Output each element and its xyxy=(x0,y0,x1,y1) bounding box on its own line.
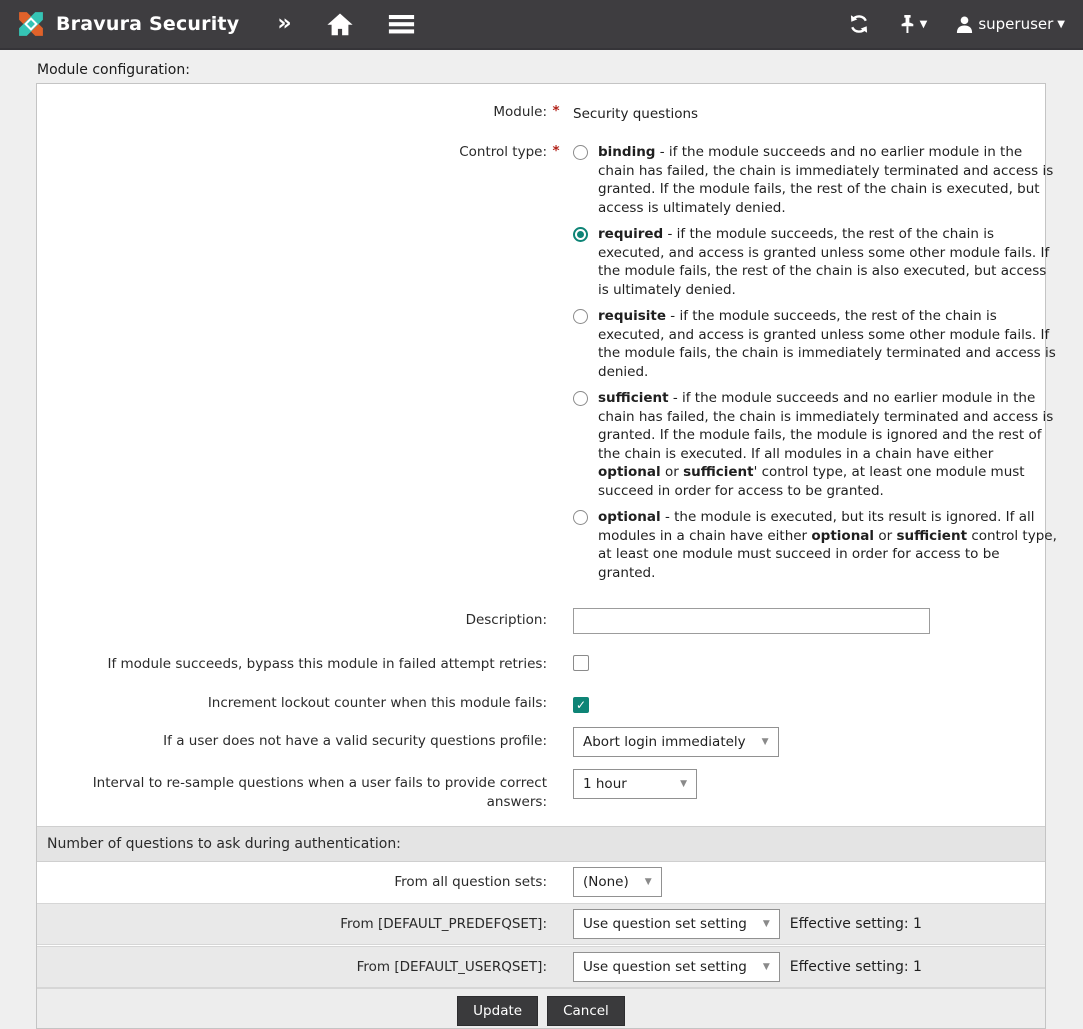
control-type-option-requisite[interactable] xyxy=(573,307,1060,381)
radio-icon[interactable] xyxy=(573,145,588,160)
radio-icon[interactable] xyxy=(573,391,588,406)
chevron-down-icon: ▼ xyxy=(762,919,770,929)
chevron-down-icon: ▼ xyxy=(919,18,928,30)
page-title: Module configuration: xyxy=(37,62,190,78)
chevron-down-icon: ▼ xyxy=(644,877,652,887)
question-count-select[interactable] xyxy=(573,867,662,897)
lockout-checkbox[interactable]: ✓ xyxy=(573,697,589,713)
cancel-button[interactable]: Cancel xyxy=(547,996,625,1026)
question-row xyxy=(37,903,1045,945)
update-button[interactable]: Update xyxy=(457,996,538,1026)
control-type-option-text: sufficient - if the module succeeds and no earlier module in the chain has failed, the chain is immediately terminated and access is granted. If the module fails, the module is ignored and the rest of the chain is executed. If all modules in a chain have either optional or sufficient' control type, at least one module must succeed in order for access to be granted. xyxy=(598,390,1054,499)
module-value: Security questions xyxy=(573,106,699,122)
control-type-options xyxy=(573,138,1060,590)
effective-setting-text: Effective setting: 1 xyxy=(789,916,922,932)
expand-chevron-icon[interactable]: » xyxy=(277,11,292,36)
description-label: Description: xyxy=(465,612,547,628)
description-input[interactable] xyxy=(573,608,930,634)
question-count-select-value: Use question set setting xyxy=(583,916,747,932)
pin-menu[interactable] xyxy=(898,14,928,34)
profile-row xyxy=(37,727,1045,757)
radio-icon[interactable] xyxy=(573,510,588,525)
menu-icon[interactable] xyxy=(388,13,415,35)
user-icon xyxy=(955,15,974,34)
profile-label: If a user does not have a valid security questions profile: xyxy=(163,733,547,749)
bravura-logo-icon xyxy=(14,7,48,41)
user-menu[interactable] xyxy=(955,15,1065,34)
question-count-select[interactable] xyxy=(573,952,780,982)
module-configuration-panel xyxy=(36,83,1057,1029)
profile-select-value: Abort login immediately xyxy=(583,734,746,750)
refresh-icon[interactable] xyxy=(848,13,870,35)
bypass-label: If module succeeds, bypass this module in failed attempt retries: xyxy=(107,656,547,672)
control-type-option-binding[interactable] xyxy=(573,143,1060,217)
questions-section-header: Number of questions to ask during authentication: xyxy=(37,826,1045,862)
home-icon[interactable] xyxy=(326,11,354,37)
resample-label: Interval to re-sample questions when a user fails to provide correct answers: xyxy=(92,775,547,810)
required-asterisk: * xyxy=(552,103,560,119)
resample-select[interactable] xyxy=(573,769,697,799)
control-type-option-text: required - if the module succeeds, the rest of the chain is executed, and access is granted unless some other module fails. If the module fails, the rest of the chain is also executed, but access is ultimately denied. xyxy=(598,226,1050,298)
bypass-row xyxy=(37,650,1045,675)
control-type-option-text: binding - if the module succeeds and no earlier module in the chain has failed, the chain is immediately terminated and access is granted. If the module fails, the rest of the chain is executed, but access is ultimately denied. xyxy=(598,144,1054,216)
required-asterisk: * xyxy=(552,143,560,159)
question-row xyxy=(37,862,1045,902)
radio-selected-icon[interactable] xyxy=(573,227,588,242)
chevron-down-icon: ▼ xyxy=(761,737,769,747)
top-bar xyxy=(0,0,1083,50)
question-row xyxy=(37,946,1045,988)
question-count-select[interactable] xyxy=(573,909,780,939)
control-type-label: Control type: xyxy=(459,144,547,160)
control-type-option-text: requisite - if the module succeeds, the rest of the chain is executed, and access is granted unless some other module fails. If the module fails, the chain is immediately terminated and access is denied. xyxy=(598,308,1056,380)
question-row-label: From [DEFAULT_USERQSET]: xyxy=(356,959,547,975)
bypass-checkbox[interactable] xyxy=(573,655,589,671)
control-type-option-optional[interactable] xyxy=(573,508,1060,582)
chevron-down-icon: ▼ xyxy=(1057,18,1065,30)
resample-row xyxy=(37,769,1045,812)
lockout-label: Increment lockout counter when this module fails: xyxy=(207,695,547,711)
question-row-label: From all question sets: xyxy=(394,874,547,890)
radio-icon[interactable] xyxy=(573,309,588,324)
description-row xyxy=(37,606,1045,634)
profile-select[interactable] xyxy=(573,727,779,757)
top-bar-actions xyxy=(848,13,1065,35)
module-form xyxy=(37,84,1057,826)
pin-icon xyxy=(898,14,916,34)
module-row xyxy=(37,98,1045,122)
module-label: Module: xyxy=(493,104,547,120)
question-rows xyxy=(37,862,1045,988)
question-count-select-value: Use question set setting xyxy=(583,959,747,975)
control-type-option-sufficient[interactable] xyxy=(573,389,1060,500)
question-count-select-value: (None) xyxy=(583,874,629,890)
form-actions xyxy=(37,988,1045,1028)
effective-setting-text: Effective setting: 1 xyxy=(789,959,922,975)
control-type-option-required[interactable] xyxy=(573,225,1060,299)
brand-name: Bravura Security xyxy=(56,13,240,35)
page-content xyxy=(0,50,1083,1029)
question-row-label: From [DEFAULT_PREDEFQSET]: xyxy=(340,916,547,932)
chevron-down-icon: ▼ xyxy=(762,962,770,972)
resample-select-value: 1 hour xyxy=(583,776,627,792)
control-type-option-text: optional - the module is executed, but its result is ignored. If all modules in a chain have either optional or sufficient control type, at least one module must succeed in order for access to be granted. xyxy=(598,509,1057,581)
lockout-row xyxy=(37,689,1045,713)
brand-logo[interactable] xyxy=(14,7,239,41)
control-type-row xyxy=(37,138,1057,590)
chevron-down-icon: ▼ xyxy=(680,779,687,789)
username-label: superuser xyxy=(978,15,1054,33)
